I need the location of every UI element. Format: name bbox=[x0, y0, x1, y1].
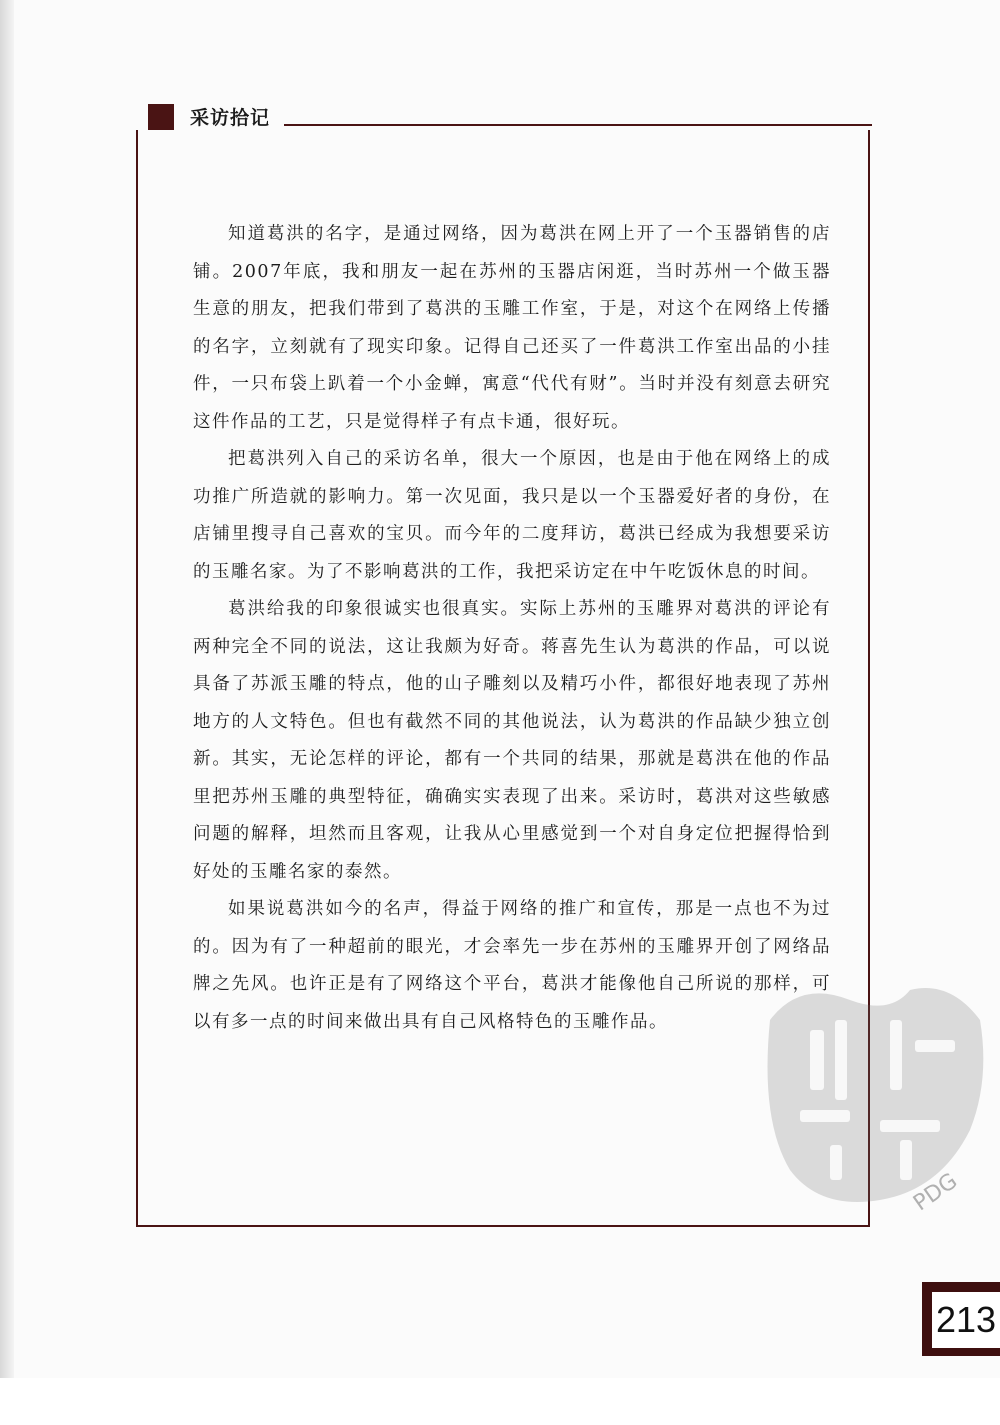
section-marker bbox=[148, 104, 174, 130]
title-rule bbox=[284, 124, 872, 126]
watermark-label: PDG bbox=[909, 1168, 963, 1217]
paragraph: 如果说葛洪如今的名声，得益于网络的推广和宣传，那是一点也不为过的。因为有了一种超前的眼光，才会率先一步在苏州的玉雕界开创了网络品牌之先风。也许正是有了网络这个平台，葛洪才能像他自己所说的那样，可以有多一点的时间来做出具有自己风格特色的玉雕作品。 bbox=[193, 899, 831, 1032]
paragraph: 知道葛洪的名字，是通过网络，因为葛洪在网上开了一个玉器销售的店铺。2007年底，我和朋友一起在苏州的玉器店闲逛，当时苏州一个做玉器生意的朋友，把我们带到了葛洪的玉雕工作室，于是，对这个在网络上传播的名字，立刻就有了现实印象。记得自己还买了一件葛洪工作室出品的小挂件，一只布袋上趴着一个小金蝉，寓意“代代有财”。当时并没有刻意去研究这件作品的工艺，只是觉得样子有点卡通，很好玩。 bbox=[193, 224, 831, 432]
paragraph: 葛洪给我的印象很诚实也很真实。实际上苏州的玉雕界对葛洪的评论有两种完全不同的说法，这让我颇为好奇。蒋喜先生认为葛洪的作品，可以说具备了苏派玉雕的特点，他的山子雕刻以及精巧小件，都很好地表现了苏州地方的人文特色。但也有截然不同的其他说法，认为葛洪的作品缺少独立创新。其实，无论怎样的评论，都有一个共同的结果，那就是葛洪在他的作品里把苏州玉雕的典型特征，确确实实表现了出来。采访时，葛洪对这些敏感问题的解释，坦然而且客观，让我从心里感觉到一个对自身定位把握得恰到好处的玉雕名家的泰然。 bbox=[193, 599, 831, 882]
section-title: 采访拾记 bbox=[190, 107, 271, 129]
article-body bbox=[193, 216, 831, 1041]
page-number: 213 bbox=[935, 1299, 997, 1340]
book-spine-shadow bbox=[0, 0, 14, 1425]
paragraph: 把葛洪列入自己的采访名单，很大一个原因，也是由于他在网络上的成功推广所造就的影响力。第一次见面，我只是以一个玉器爱好者的身份，在店铺里搜寻自己喜欢的宝贝。而今年的二度拜访，葛洪已经成为我想要采访的玉雕名家。为了不影响葛洪的工作，我把采访定在中午吃饭休息的时间。 bbox=[193, 449, 831, 582]
page-bottom-edge bbox=[0, 1378, 1000, 1425]
